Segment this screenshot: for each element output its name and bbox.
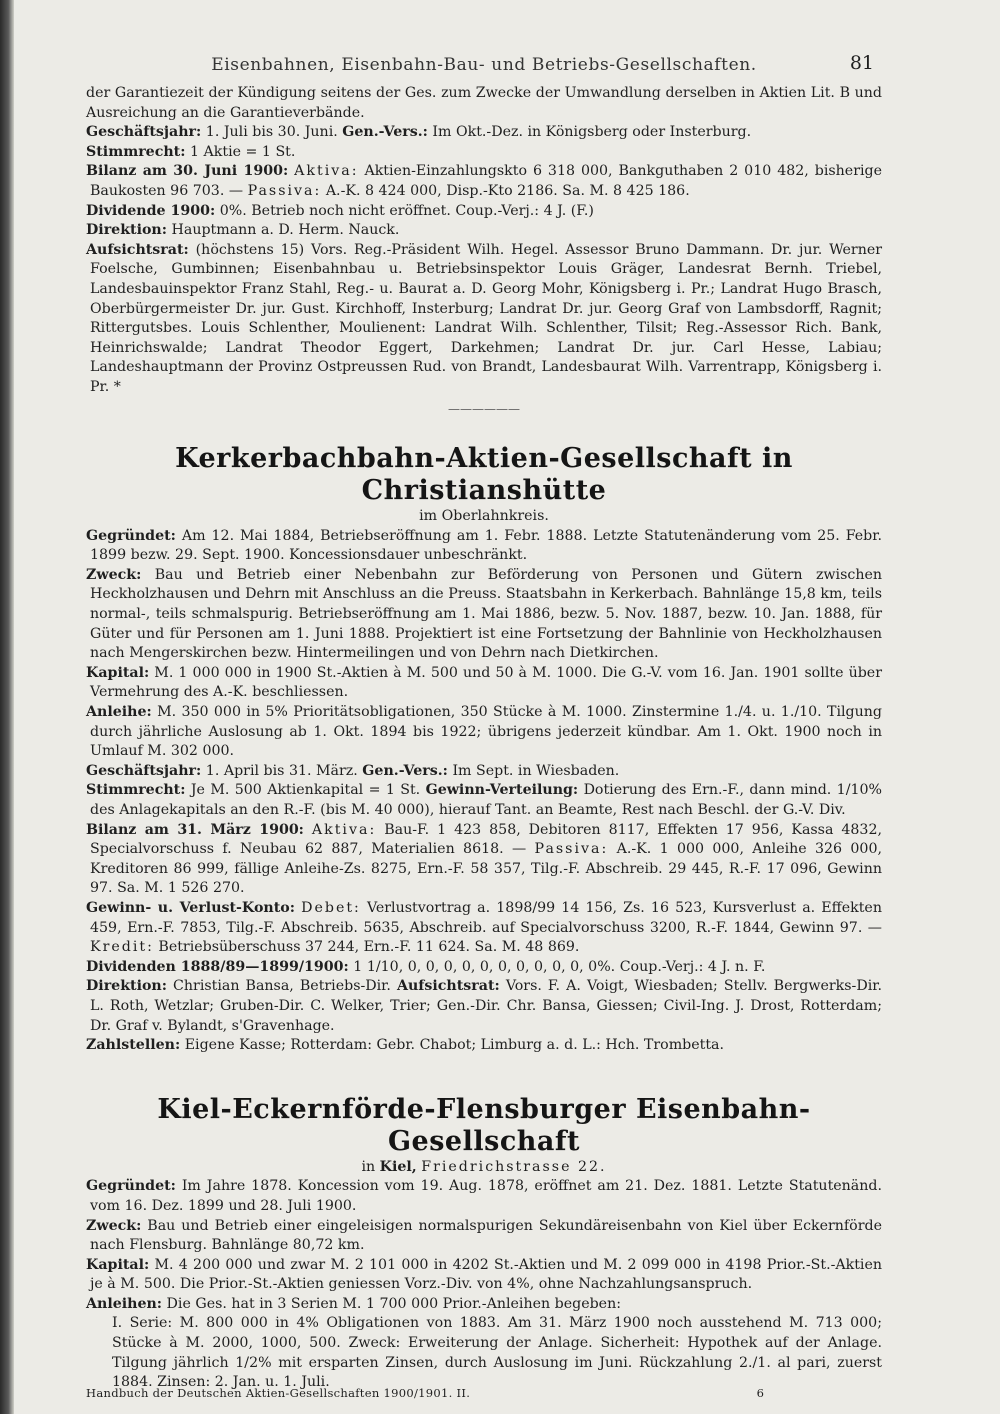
kiel-zweck-text: Bau und Betrieb einer eingeleisigen normalspurigen Sekundäreisenbahn von Kiel über Eckernförde nach Flensburg. Bahnlänge 80,72 km. xyxy=(90,1217,882,1254)
kiel-gegruendet xyxy=(86,1177,882,1216)
prev-geschaeftsjahr-text: 1. Juli bis 30. Juni. xyxy=(205,124,338,141)
prev-dividende xyxy=(86,202,882,222)
kiel-anleihen-label: Anleihen: xyxy=(86,1295,163,1312)
page-footer xyxy=(86,1384,882,1404)
kerkerbach-zahlstellen-text: Eigene Kasse; Rotterdam: Gebr. Chabot; Limburg a. d. L.: Hch. Trombetta. xyxy=(184,1037,724,1054)
kerkerbach-geschaeftsjahr-text: 1. April bis 31. März. xyxy=(205,762,358,779)
kerkerbach-aufsichtsrat-text: Vors. F. A. Voigt, Wiesbaden; Stellv. Bergwerks-Dir. L. Roth, Wetzlar; Gruben-Dir. C. Welker, Trier; Gen.-Dir. Chr. Bansa, Giessen; Civil-Ing. J. Drost, Rotterdam; Dr. Graf v. Bylandt, s'Gravenhage. xyxy=(90,978,882,1034)
kiel-zweck xyxy=(86,1217,882,1256)
kerkerbach-guv-kredit-label: Kredit: xyxy=(90,939,154,956)
prev-genvers-text: Im Okt.-Dez. in Königsberg oder Insterburg. xyxy=(432,124,752,141)
prev-bilanz xyxy=(86,162,882,201)
running-head xyxy=(86,44,882,84)
kerkerbach-gewinnverteilung-text: Dotierung des Ern.-F., dann mind. 1/10% des Anlagekapitals an den R.-F. (bis M. 40 000), hierauf Tant. an Beamte, Rest nach Beschl. der G.-V. Div. xyxy=(90,782,883,818)
kerkerbach-bilanz-aktiva-label: Aktiva: xyxy=(311,821,377,838)
kiel-subtitle-address: Friedrichstrasse 22. xyxy=(421,1158,607,1175)
page-binding-edge xyxy=(0,0,14,1414)
kerkerbach-guv-debet-text: Verlustvortrag a. 1898/99 14 156, Zs. 16 523, Kursverlust a. Effekten 459, Ern.-F. 7853, Tilg.-F. Abschreib. 5635, Abschreib. auf Specialvorschuss 3200, R.-F. 1844, Gewinn 97. — xyxy=(90,899,882,936)
running-title: Eisenbahnen, Eisenbahn-Bau- und Betriebs-Gesellschaften. xyxy=(211,55,757,75)
kerkerbach-genvers-label: Gen.-Vers.: xyxy=(362,762,448,779)
kiel-kapital-label: Kapital: xyxy=(86,1256,150,1273)
kiel-subtitle-prefix: in xyxy=(361,1158,376,1175)
kerkerbach-bilanz-passiva-text: A.-K. 1 000 000, Anleihe 326 000, Kreditoren 86 999, fällige Anleihe-Zs. 8275, Ern.-F. 58 357, Tilg.-F. Abschreib. 29 445, R.-F. 17 096, Gewinn 97. Sa. M. 1 526 270. xyxy=(90,841,882,897)
kerkerbach-kapital-label: Kapital: xyxy=(86,664,150,681)
section-separator: —————— xyxy=(448,401,520,416)
kerkerbach-direktion-text: Christian Bansa, Betriebs-Dir. xyxy=(173,978,391,995)
kiel-gegruendet-label: Gegründet: xyxy=(86,1178,176,1195)
kiel-anleihen-text: Die Ges. hat in 3 Serien M. 1 700 000 Prior.-Anleihen begeben: xyxy=(166,1295,621,1312)
kerkerbach-bilanz xyxy=(86,821,882,899)
prev-dividende-label: Dividende 1900: xyxy=(86,202,216,219)
kerkerbach-zahlstellen-label: Zahlstellen: xyxy=(86,1037,181,1054)
prev-stimmrecht xyxy=(86,143,882,163)
kerkerbach-kapital-text: M. 1 000 000 in 1900 St.-Aktien à M. 500 und 50 à M. 1000. Die G.-V. vom 16. Jan. 1901 sollte über Vermehrung des A.-K. beschliessen. xyxy=(90,664,882,701)
kerkerbach-stimmrecht-label: Stimmrecht: xyxy=(86,782,186,799)
kiel-serie-one: I. Serie: M. 800 000 in 4% Obligationen von 1883. Am 31. März 1900 noch ausstehend M. 713 000; Stücke à M. 2000, 1000, 500. Zweck: Erweiterung der Anlage. Sicherheit: Hypothek auf der Anlage. Tilgung jährlich 1/2% mit ersparten Zinsen, durch Auslosung im Juni. Rückzahlung 2./1. al pari, zuerst 1884. Zinsen: 2. Jan. u. 1. Juli. xyxy=(112,1315,882,1391)
kerkerbach-zahlstellen xyxy=(86,1036,882,1056)
kerkerbach-aufsichtsrat-label: Aufsichtsrat: xyxy=(396,978,500,995)
prev-direktion-text: Hauptmann a. D. Herm. Nauck. xyxy=(171,222,400,239)
footer-signature: 6 xyxy=(756,1386,764,1400)
kerkerbach-guv-label: Gewinn- u. Verlust-Konto: xyxy=(86,899,295,916)
kiel-subtitle-city: Kiel, xyxy=(379,1158,417,1175)
prev-bilanz-aktiva-label: Aktiva: xyxy=(294,163,359,180)
kiel-zweck-label: Zweck: xyxy=(86,1217,142,1234)
kerkerbach-subtitle: im Oberlahnkreis. xyxy=(419,508,549,525)
kerkerbach-zweck xyxy=(86,566,882,664)
kerkerbach-dividenden-text: 1 1/10, 0, 0, 0, 0, 0, 0, 0, 0, 0, 0, 0%. Coup.-Verj.: 4 J. n. F. xyxy=(353,958,766,975)
kerkerbach-guv xyxy=(86,899,882,958)
kerkerbach-gegruendet xyxy=(86,527,882,566)
kerkerbach-guv-debet-label: Debet: xyxy=(301,899,361,916)
continuation-text: der Garantiezeit der Kündigung seitens der Ges. zum Zwecke der Umwandlung derselben in Aktien Lit. B und Ausreichung an die Garantieverbände. xyxy=(86,85,882,121)
kerkerbach-zweck-label: Zweck: xyxy=(86,566,142,583)
prev-aufsichtsrat-label: Aufsichtsrat: xyxy=(86,241,189,258)
prev-geschaeftsjahr-label: Geschäftsjahr: xyxy=(86,124,202,141)
kiel-anleihen xyxy=(86,1295,882,1315)
kerkerbach-gewinnverteilung-label: Gewinn-Verteilung: xyxy=(425,782,579,799)
kerkerbach-geschaeftsjahr-label: Geschäftsjahr: xyxy=(86,762,202,779)
kerkerbach-stimmrecht-text: Je M. 500 Aktienkapital = 1 St. xyxy=(190,782,421,799)
prev-aufsichtsrat xyxy=(86,241,882,398)
kerkerbach-bilanz-aktiva-text: Bau-F. 1 423 858, Debitoren 8117, Effekten 17 956, Kassa 4832, Specialvorschuss f. Neubau 62 887, Materialien 8618. — xyxy=(90,821,882,858)
kerkerbach-anleihe-text: M. 350 000 in 5% Prioritätsobligationen, 350 Stücke à M. 1000. Zinstermine 1./4. u. 1./10. Tilgung durch jährliche Auslosung ab 1. Okt. 1894 bis 1922; übrigens jederzeit kündbar. Am 1. Okt. 1900 noch in Umlauf M. 302 000. xyxy=(90,704,883,760)
prev-genvers-label: Gen.-Vers.: xyxy=(342,124,428,141)
kerkerbach-geschaeftsjahr xyxy=(86,762,882,782)
prev-geschaeftsjahr xyxy=(86,123,882,143)
kerkerbach-guv-kredit-text: Betriebsüberschuss 37 244, Ern.-F. 11 624. Sa. M. 48 869. xyxy=(158,939,580,956)
prev-bilanz-label: Bilanz am 30. Juni 1900: xyxy=(86,163,289,180)
prev-bilanz-aktiva-text: Aktien-Einzahlungskto 6 318 000, Bankguthaben 2 010 482, bisherige Baukosten 96 703. — xyxy=(90,163,882,199)
kerkerbach-anleihe-label: Anleihe: xyxy=(86,704,152,721)
kiel-gegruendet-text: Im Jahre 1878. Koncession vom 19. Aug. 1878, eröffnet am 21. Dez. 1881. Letzte Statutenänd. vom 16. Dez. 1899 und 28. Juli 1900. xyxy=(90,1178,882,1214)
prev-stimmrecht-text: 1 Aktie = 1 St. xyxy=(189,143,296,160)
page-number: 81 xyxy=(849,52,874,74)
kerkerbach-kapital xyxy=(86,664,882,703)
prev-direktion-label: Direktion: xyxy=(86,222,167,239)
kiel-subtitle xyxy=(86,1158,882,1178)
kerkerbach-zweck-text: Bau und Betrieb einer Nebenbahn zur Beförderung von Personen und Gütern zwischen Heckholzhausen und Dehrn mit Anschluss an die Preuss. Staatsbahn in Kerkerbach. Bahnlänge 15,8 km, teils normal-, teils schmalspurig. Betriebseröffnung am 1. Mai 1886, bezw. 5. Nov. 1887, bezw. 10. Jan. 1888, für Güter und für Personen am 1. Juni 1888. Projektiert ist eine Fortsetzung der Bahnlinie von Heckholzhausen nach Mengerskirchen bezw. Hintermeilingen und von Dehrn nach Dietkirchen. xyxy=(90,566,882,662)
footer-book-title: Handbuch der Deutschen Aktien-Gesellschaften 1900/1901. II. xyxy=(86,1386,471,1400)
prev-direktion xyxy=(86,221,882,241)
kerkerbach-anleihe xyxy=(86,703,882,762)
kerkerbach-dividenden-label: Dividenden 1888/89—1899/1900: xyxy=(86,958,349,975)
prev-bilanz-passiva-label: Passiva: xyxy=(247,182,322,199)
kerkerbach-direktion-label: Direktion: xyxy=(86,978,167,995)
spacer xyxy=(86,419,882,443)
kerkerbach-gegruendet-text: Am 12. Mai 1884, Betriebseröffnung am 1. Febr. 1888. Letzte Statutenänderung vom 25. Febr. 1899 bezw. 29. Sept. 1900. Koncessionsdauer unbeschränkt. xyxy=(90,527,882,564)
kerkerbach-direktion xyxy=(86,977,882,1036)
kerkerbach-dividenden xyxy=(86,958,882,978)
kerkerbach-bilanz-label: Bilanz am 31. März 1900: xyxy=(86,821,304,838)
kerkerbach-genvers-text: Im Sept. in Wiesbaden. xyxy=(452,762,620,779)
kerkerbach-title: Kerkerbachbahn-Aktien-Gesellschaft in Christianshütte xyxy=(175,443,793,507)
prev-stimmrecht-label: Stimmrecht: xyxy=(86,143,186,160)
kiel-kapital-text: M. 4 200 000 und zwar M. 2 101 000 in 4202 St.-Aktien und M. 2 099 000 in 4198 Prior.-St.-Aktien je à M. 500. Die Prior.-St.-Aktien geniessen Vorz.-Div. von 4%, ohne Nachzahlungsanspruch. xyxy=(90,1256,883,1293)
kerkerbach-stimmrecht xyxy=(86,781,882,820)
spacer xyxy=(86,1056,882,1094)
prev-dividende-text: 0%. Betrieb noch nicht eröffnet. Coup.-Verj.: 4 J. (F.) xyxy=(219,202,594,219)
kiel-kapital xyxy=(86,1256,882,1295)
kiel-title: Kiel-Eckernförde-Flensburger Eisenbahn-Gesellschaft xyxy=(157,1093,811,1157)
prev-aufsichtsrat-text: (höchstens 15) Vors. Reg.-Präsident Wilh. Hegel. Assessor Bruno Dammann. Dr. jur. Werner Foelsche, Gumbinnen; Eisenbahnbau u. Betriebsinspektor Louis Gräger, Landesrat Bernh. Triebel, Landesbauinspektor Franz Stahl, Reg.- u. Baurat a. D. Georg Mohr, Königsberg i. Pr.; Landrat Hugo Brasch, Oberbürgermeister Dr. jur. Gust. Kirchhoff, Insterburg; Landrat Dr. jur. Georg Graf von Lambsdorff, Ragnit; Rittergutsbes. Louis Schlenther, Moulienent: Landrat Wilh. Schlenther, Tilsit; Reg.-Assessor Rich. Bank, Heinrichswalde; Landrat Theodor Eggert, Darkehmen; Landrat Dr. jur. Carl Hesse, Labiau; Landeshauptmann der Provinz Ostpreussen Rud. von Brandt, Landesbaurat Wilh. Varrentrapp, Königsberg i. Pr. * xyxy=(90,241,883,395)
kerkerbach-gegruendet-label: Gegründet: xyxy=(86,527,176,544)
document-page xyxy=(86,44,882,1404)
prev-bilanz-passiva-text: A.-K. 8 424 000, Disp.-Kto 2186. Sa. M. 8 425 186. xyxy=(325,182,690,199)
kerkerbach-bilanz-passiva-label: Passiva: xyxy=(534,841,609,858)
